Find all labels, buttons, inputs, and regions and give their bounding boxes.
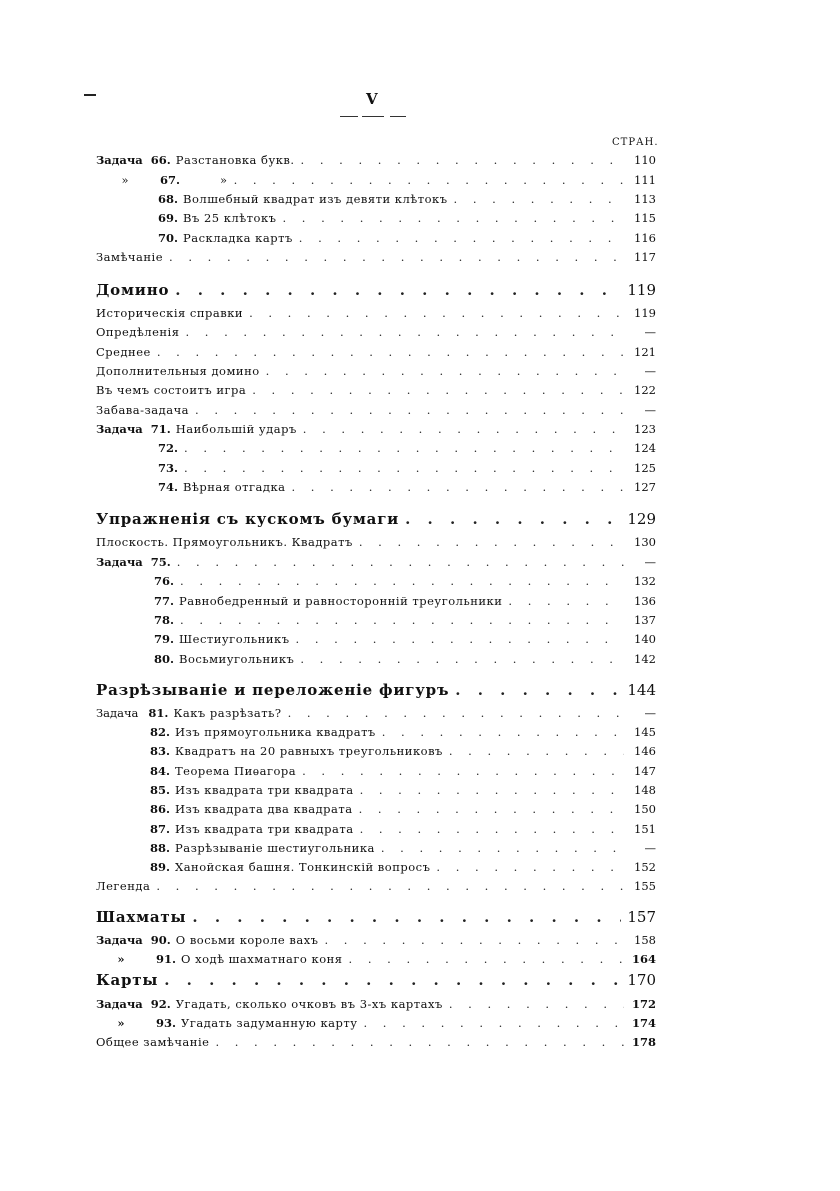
entry-title: Наибольшій ударъ — [175, 422, 297, 436]
leader-dots — [303, 421, 624, 437]
entry-title: Историческія справки — [96, 306, 244, 320]
leader-dots — [359, 534, 624, 550]
entry-page: 116 — [634, 231, 656, 245]
entry-page: 122 — [634, 383, 656, 397]
toc-entry — [96, 421, 656, 437]
entry-page: 155 — [634, 879, 656, 893]
toc-entry — [96, 878, 656, 894]
leader-dots — [249, 305, 624, 321]
toc-entry — [96, 344, 656, 360]
toc-entry — [96, 743, 656, 759]
leader-dots — [405, 508, 621, 530]
leader-dots — [455, 679, 621, 701]
entry-title: Изъ квадрата два квадрата — [175, 802, 353, 816]
entry-page: 124 — [634, 441, 656, 455]
entry-title: О восьми короле вахъ — [175, 933, 319, 947]
entry-page: — — [644, 555, 656, 569]
leader-dots — [175, 279, 621, 301]
entry-title: Какъ разрѣзать? — [173, 706, 282, 720]
leader-dots — [180, 612, 624, 628]
entry-number: 75. — [150, 555, 171, 569]
entry-number: 90. — [150, 933, 171, 947]
entry-title: Угадать задуманную карту — [181, 1016, 358, 1030]
entry-title: Изъ квадрата три квадрата — [175, 822, 354, 836]
entry-number: 93. — [156, 1016, 177, 1030]
entry-page: 130 — [634, 535, 656, 549]
folio-rule-right — [390, 116, 406, 117]
entry-number: 72. — [158, 441, 179, 455]
section-heading — [96, 508, 656, 530]
entry-number: 67. — [160, 173, 181, 187]
entry-page: 121 — [634, 345, 656, 359]
entry-number: 83. — [150, 744, 171, 758]
page-column-label: СТРАН. — [612, 137, 659, 148]
entry-page: 115 — [634, 211, 656, 225]
entry-page: 110 — [634, 153, 656, 167]
section-title: Домино — [96, 281, 170, 299]
toc-entry — [96, 859, 656, 875]
page-folio: V — [366, 90, 379, 108]
entry-number: 92. — [150, 997, 171, 1011]
entry-number: 88. — [150, 841, 171, 855]
leader-dots — [252, 382, 624, 398]
entry-number: 87. — [150, 822, 171, 836]
entry-page: 111 — [634, 173, 656, 187]
leader-dots — [296, 631, 624, 647]
entry-number: 78. — [154, 613, 175, 627]
toc-entry — [96, 932, 656, 948]
toc-entry — [96, 440, 656, 456]
leader-dots — [195, 402, 624, 418]
toc-entry — [96, 996, 656, 1012]
entry-page: 158 — [634, 933, 656, 947]
entry-title: Теорема Пиѳагора — [175, 764, 297, 778]
folio-rule-mid — [362, 116, 384, 117]
entry-page: 142 — [634, 652, 656, 666]
entry-page: — — [644, 403, 656, 417]
leader-dots — [180, 573, 624, 589]
entry-title: Равнобедренный и равносторонній треугольники — [179, 594, 503, 608]
section-page: 129 — [627, 510, 656, 528]
toc-entry — [96, 534, 656, 550]
leader-dots — [266, 363, 624, 379]
leader-dots — [449, 743, 624, 759]
entry-label: Задача — [96, 997, 143, 1011]
leader-dots — [360, 782, 624, 798]
entry-label: » — [117, 952, 125, 966]
entry-page: 147 — [634, 764, 656, 778]
entry-title: Квадратъ на 20 равныхъ треугольниковъ — [175, 744, 443, 758]
toc-entry — [96, 479, 656, 495]
toc-entry — [96, 230, 656, 246]
entry-page: 146 — [634, 744, 656, 758]
leader-dots — [184, 460, 624, 476]
entry-page: — — [644, 364, 656, 378]
entry-page: 164 — [631, 952, 656, 966]
entry-title: О ходѣ шахматнаго коня — [181, 952, 343, 966]
entry-title: Волшебный квадрат изъ девяти клѣтокъ — [183, 192, 448, 206]
entry-label: » — [117, 1016, 125, 1030]
section-heading — [96, 969, 656, 991]
entry-number: 80. — [154, 652, 175, 666]
entry-label: Задача — [96, 153, 143, 167]
toc-entry — [96, 724, 656, 740]
leader-dots — [508, 593, 624, 609]
toc-entry — [96, 172, 656, 188]
entry-page: 136 — [634, 594, 656, 608]
entry-page: 145 — [634, 725, 656, 739]
toc-entry — [96, 554, 656, 570]
entry-page: 137 — [634, 613, 656, 627]
entry-number: 85. — [150, 783, 171, 797]
entry-number: 89. — [150, 860, 171, 874]
leader-dots — [449, 996, 624, 1012]
leader-dots — [302, 763, 624, 779]
toc-entry — [96, 631, 656, 647]
stray-mark — [84, 94, 96, 96]
leader-dots — [364, 1015, 625, 1031]
leader-dots — [301, 152, 624, 168]
toc-entry — [96, 1015, 656, 1031]
entry-page: 113 — [634, 192, 656, 206]
leader-dots — [292, 479, 625, 495]
entry-page: — — [644, 841, 656, 855]
entry-page: 132 — [634, 574, 656, 588]
entry-page: 127 — [634, 480, 656, 494]
entry-title: Замѣчаніе — [96, 250, 164, 264]
section-title: Разрѣзываніе и переложеніе фигуръ — [96, 681, 450, 699]
toc-entry — [96, 210, 656, 226]
section-heading — [96, 279, 656, 301]
toc-entry — [96, 402, 656, 418]
leader-dots — [215, 1034, 624, 1050]
leader-dots — [436, 859, 624, 875]
leader-dots — [156, 878, 624, 894]
entry-number: 79. — [154, 632, 175, 646]
toc-entry — [96, 305, 656, 321]
leader-dots — [282, 210, 624, 226]
section-heading — [96, 906, 656, 928]
leader-dots — [349, 951, 624, 967]
entry-page: 152 — [634, 860, 656, 874]
entry-page: 117 — [634, 250, 656, 264]
toc-entry — [96, 593, 656, 609]
toc-entry — [96, 801, 656, 817]
toc-entry — [96, 191, 656, 207]
leader-dots — [177, 554, 624, 570]
entry-number: 82. — [150, 725, 171, 739]
entry-number: 86. — [150, 802, 171, 816]
folio-rule-left — [340, 116, 358, 117]
entry-number: 77. — [154, 594, 175, 608]
leader-dots — [359, 801, 624, 817]
leader-dots — [381, 840, 624, 856]
leader-dots — [300, 651, 624, 667]
entry-page: 174 — [631, 1016, 656, 1030]
entry-number: 73. — [158, 461, 179, 475]
entry-number: 66. — [150, 153, 171, 167]
leader-dots — [325, 932, 625, 948]
toc-entry — [96, 840, 656, 856]
section-page: 157 — [627, 908, 656, 926]
entry-title: Среднее — [96, 345, 151, 359]
leader-dots — [288, 705, 624, 721]
entry-page: 150 — [634, 802, 656, 816]
entry-page: 178 — [631, 1035, 656, 1049]
toc-entry — [96, 152, 656, 168]
toc-entry — [96, 324, 656, 340]
entry-title: Ханойская башня. Тонкинскій вопросъ — [175, 860, 431, 874]
entry-title: Общее замѣчаніе — [96, 1035, 210, 1049]
entry-title: Изъ квадрата три квадрата — [175, 783, 354, 797]
entry-number: 71. — [150, 422, 171, 436]
toc-entry — [96, 782, 656, 798]
section-page: 119 — [627, 281, 656, 299]
entry-number: 76. — [154, 574, 175, 588]
entry-title: » — [220, 173, 228, 187]
entry-title: Раскладка картъ — [183, 231, 293, 245]
entry-title: Угадать, сколько очковъ въ 3-хъ картахъ — [175, 997, 443, 1011]
entry-label: Задача — [96, 933, 143, 947]
leader-dots — [185, 324, 624, 340]
toc-entry — [96, 612, 656, 628]
entry-number: 74. — [158, 480, 179, 494]
toc-entry — [96, 460, 656, 476]
toc-entry — [96, 1034, 656, 1050]
entry-title: Въ 25 клѣтокъ — [183, 211, 277, 225]
entry-page: 125 — [634, 461, 656, 475]
entry-number: 81. — [148, 706, 169, 720]
leader-dots — [382, 724, 624, 740]
toc-entry — [96, 821, 656, 837]
entry-number: 91. — [156, 952, 177, 966]
entry-page: — — [644, 706, 656, 720]
toc-entry — [96, 705, 656, 721]
toc-entry — [96, 651, 656, 667]
toc-entry — [96, 951, 656, 967]
section-title: Упражненія съ кускомъ бумаги — [96, 510, 400, 528]
toc-entry — [96, 573, 656, 589]
leader-dots — [184, 440, 624, 456]
section-page: 144 — [627, 681, 656, 699]
leader-dots — [234, 172, 624, 188]
entry-title: Изъ прямоугольника квадратъ — [175, 725, 376, 739]
entry-title: Дополнительныя домино — [96, 364, 260, 378]
entry-number: 84. — [150, 764, 171, 778]
section-page: 170 — [627, 971, 656, 989]
entry-label: Задача — [96, 422, 143, 436]
entry-title: Разстановка букв. — [175, 153, 295, 167]
entry-title: Забава-задача — [96, 403, 190, 417]
entry-title: Разрѣзываніе шестиугольника — [175, 841, 375, 855]
section-title: Шахматы — [96, 908, 187, 926]
toc-entry — [96, 363, 656, 379]
entry-page: 119 — [634, 306, 656, 320]
entry-number: 69. — [158, 211, 179, 225]
section-title: Карты — [96, 971, 159, 989]
entry-page: 148 — [634, 783, 656, 797]
entry-title: Опредѣленія — [96, 325, 180, 339]
leader-dots — [454, 191, 624, 207]
leader-dots — [360, 821, 624, 837]
leader-dots — [299, 230, 624, 246]
entry-number: 70. — [158, 231, 179, 245]
entry-title: Восьмиугольникъ — [179, 652, 295, 666]
leader-dots — [169, 249, 624, 265]
section-heading — [96, 679, 656, 701]
entry-page: 123 — [634, 422, 656, 436]
entry-title: Въ чемъ состоитъ игра — [96, 383, 247, 397]
entry-page: 140 — [634, 632, 656, 646]
entry-number: 68. — [158, 192, 179, 206]
entry-label: Задача — [96, 706, 139, 720]
toc-entry — [96, 382, 656, 398]
toc-entry — [96, 763, 656, 779]
entry-title: Плоскость. Прямоугольникъ. Квадратъ — [96, 535, 353, 549]
entry-page: 172 — [631, 997, 656, 1011]
entry-label: Задача — [96, 555, 143, 569]
leader-dots — [192, 906, 621, 928]
entry-page: 151 — [634, 822, 656, 836]
entry-title: Шестиугольникъ — [179, 632, 290, 646]
entry-title: Легенда — [96, 879, 151, 893]
leader-dots — [157, 344, 624, 360]
entry-page: — — [644, 325, 656, 339]
entry-title: Вѣрная отгадка — [183, 480, 286, 494]
leader-dots — [164, 969, 621, 991]
entry-label: » — [121, 173, 129, 187]
toc-entry — [96, 249, 656, 265]
